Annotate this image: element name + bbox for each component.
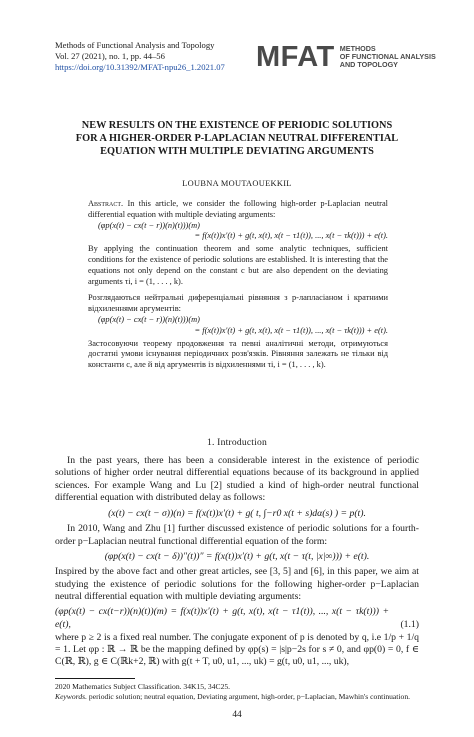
- title-line: EQUATION WITH MULTIPLE DEVIATING ARGUMENTS: [100, 146, 374, 157]
- abstract-ukr-equation-line: (φp(x(t) − cx(t − r))(n)(t)))(m): [98, 314, 200, 324]
- abstract-equation-line: = f(x(t))x′(t) + g(t, x(t), x(t − τ1(t)), ..., x(t − τk(t))) + e(t).: [194, 231, 388, 241]
- abstract-ukr-equation-line: = f(x(t))x′(t) + g(t, x(t), x(t − τ1(t)), ..., x(t − τk(t))) + e(t).: [194, 325, 388, 335]
- paragraph: In the past years, there has been a considerable interest in the existence of periodic solutions of higher order neutral differential equations because of its background in applied sciences. For example Wang and Lu [2] studied a kind of high-order neutral functional differential equation with distributed delay as follows:: [55, 455, 419, 503]
- introduction-body: [55, 455, 419, 669]
- equation-body: (φp(x(t) − cx(t−r))(n)(t))(m) = f(x(t))x′(t) + g(t, x(t), x(t − τ1(t)), ..., x(t − τk(t))) + e(t),: [55, 606, 389, 630]
- display-equation: (φp(x(t) − cx(t − δ))″(t))″ = f(x(t))x′(t) + g(t, x(t − τ(t, |x|∞))) + e(t).: [104, 551, 370, 563]
- abstract: [88, 199, 388, 371]
- display-equation: (x(t) − cx(t − σ))(n) = f(x(t))x′(t) + g( t, ∫−r0 x(t + s)dα(s) ) = p(t).: [108, 508, 366, 520]
- numbered-equation: [55, 606, 419, 631]
- footnotes: [55, 682, 419, 701]
- abstract-body: By applying the continuation theorem and some analytic techniques, sufficient conditions for the existence of periodic solutions are established. It is interesting that the equations not only depend on the constant c but are also dependent on the deviating arguments τi, i = (1, . . . , k).: [88, 244, 388, 286]
- abstract-intro: [88, 199, 388, 221]
- abstract-ukr-body: Застосовуючи теорему продовження та певні аналітичні методи, отримуються достатні умови існування періодичних розв'язків. Рівняння залежать не тільки від константи c, але й від аргументів із відхиленнями τi, i = (1, . . . , k).: [88, 338, 388, 370]
- msc-classification: 2020 Mathematics Subject Classification. 34K15, 34C25.: [55, 682, 231, 691]
- mfat-logo: [256, 40, 436, 74]
- logo-text: [340, 45, 436, 70]
- title-line: NEW RESULTS ON THE EXISTENCE OF PERIODIC SOLUTIONS: [81, 120, 393, 131]
- title-line: FOR A HIGHER-ORDER P-LAPLACIAN NEUTRAL DIFFERENTIAL: [75, 133, 399, 144]
- logo-line: OF FUNCTIONAL ANALYSIS: [339, 51, 436, 61]
- journal-volume: Vol. 27 (2021), no. 1, pp. 44–56: [55, 51, 165, 61]
- equation-number: (1.1): [400, 618, 419, 630]
- paragraph: where p ≥ 2 is a fixed real number. The conjugate exponent of p is denoted by q, i.e 1/p + 1/q = 1. Let φp : ℝ → ℝ be the mapping defined by φp(s) = |s|p−2s for s ≠ 0, and φp(0) = 0, f ∈ C(ℝ, ℝ), g ∈ C(ℝk+2, ℝ) with g(t + T, u0, u1, ..., uk) = g(t, u0, u1, ..., uk),: [55, 631, 419, 668]
- keywords-line: [55, 692, 419, 702]
- section-heading: 1. Introduction: [206, 437, 268, 448]
- page-number: 44: [232, 710, 242, 720]
- journal-info: [55, 40, 225, 73]
- footnote-rule: [55, 678, 135, 679]
- author-name: LOUBNA MOUTAOUEKKIL: [182, 179, 292, 188]
- logo-mark: MFAT: [256, 41, 335, 73]
- logo-line: AND TOPOLOGY: [339, 60, 398, 70]
- abstract-label: Abstract.: [88, 199, 124, 208]
- abstract-equation-line: (φp(x(t) − cx(t − r))(n)(t)))(m): [98, 220, 200, 230]
- abstract-intro-text: In this article, we consider the following high-order p-Laplacian neutral differential equation with multiple deviating arguments:: [88, 199, 388, 219]
- keywords-label: Keywords.: [55, 691, 87, 701]
- paper-title: [40, 119, 434, 158]
- abstract-ukr-intro: Розглядаються нейтральні диференціальні рівняння з p-лапласіаном і кратними відхиленнями аргументів:: [88, 293, 388, 314]
- paragraph: In 2010, Wang and Zhu [1] further discussed existence of periodic solutions for a fourth-order p−Laplacian neutral functional differential equation of the form:: [55, 523, 419, 547]
- logo-line: METHODS: [339, 43, 376, 53]
- paragraph: Inspired by the above fact and other great articles, see [3, 5] and [6], in this paper, we aim at studying the existence of periodic solutions for the following higher-order p−Laplacian neutral differential equation with multiple deviating arguments:: [55, 566, 419, 602]
- keywords-text: periodic solution; neutral equation, Deviating argument, high-order, p−Laplacian, Mawhin's continuation.: [88, 691, 411, 701]
- journal-name: Methods of Functional Analysis and Topology: [55, 40, 215, 50]
- doi-link[interactable]: https://doi.org/10.31392/MFAT-npu26_1.2021.07: [55, 62, 225, 72]
